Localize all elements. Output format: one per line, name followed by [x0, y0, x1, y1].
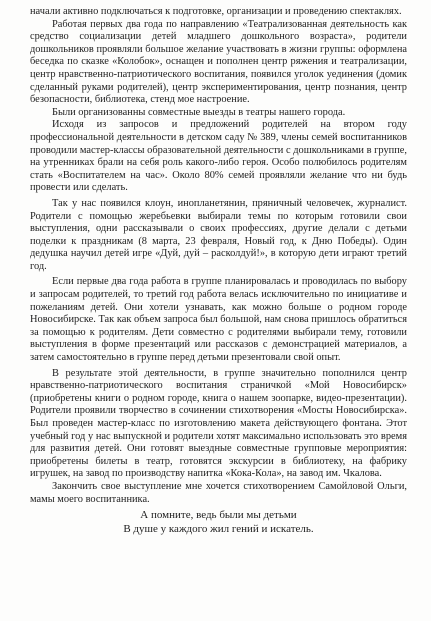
paragraph-1: начали активно подключаться к подготовке, организации и проведению спектаклях.	[30, 6, 402, 17]
paragraph-2: Работая первых два года по направлению «Театрализованная деятельность как средство социализации детей младшего дошкольного возраста», родители дошкольников проявляли большое желание участвовать в жизни группы: оформлена беседка по сказке «Колобок», оснащен и пополнен центр ряжения и театрализации, центр нравственно-патриотического воспитания, появился уголок уединения (домик сделанный руками родителей), центр экспериментирования, центр познания, центр безопасности, библиотека, стенд мое настроение.	[30, 18, 407, 106]
paragraph-5: Так у нас появился клоун, инопланетянин, пряничный человечек, журналист. Родители с помощью жеребьевки выбирали темы по которым готовили свои выступления, одни рассказывали о своих профессиях, другие делали с детьми поделки к праздникам (8 марта, 23 февраля, Новый год, к Дню Победы). Один дедушка научил детей игре «Дуй, дуй – расколдуй!», в которую дети играют третий год.	[30, 197, 407, 272]
paragraph-8: Закончить свое выступление мне хочется стихотворением Самойловой Ольги, мамы моего воспитанника.	[30, 480, 407, 505]
poem	[30, 509, 407, 536]
paragraph-3: Были организованны совместные выезды в театры нашего города.	[52, 106, 346, 118]
paragraph-4: Исходя из запросов и предложений родителей на втором году профессиональной деятельности в детском саду № 389, члены семей воспитанников проводили мастер-классы образовательной деятельности с дошкольниками в группе, на утренниках брали на себя роль какого-либо героя. Особо полюбилось родителям стать «Воспитателем на час». Около 80% семей проявляли желание что ни будь провести или сделать.	[30, 119, 407, 194]
poem-line-1: А помните, ведь были мы детьми	[140, 509, 297, 522]
poem-line-2: В душе у каждого жил гений и искатель.	[123, 522, 314, 535]
paragraph-7: В результате этой деятельности, в группе значительно пополнился центр нравственно-патриотического воспитания страничкой «Мой Новосибирск» (приобретены книги о родном городе, книга о нашем зоопарке, видео-презентации). Родители проявили творчество в сочинении стихотворения «Мосты Новосибирска». Был проведен мастер-класс по изготовлению макета действующего фонтана. Этот учебный год у нас выпускной и родители хотят максимально использовать это время для развития детей. Они готовят выездные совместные групповые мероприятия: приобретены билеты в театр, готовятся экскурсии в библиотеку, на фабрику игрушек, на завод по производству напитка «Кока-Кола», на завод им. Чкалова.	[30, 367, 407, 480]
paragraph-6: Если первые два года работа в группе планировалась и проводилась по выбору и запросам родителей, то третий год работа велась исключительно по инициативе и пожеланиям детей. Они хотели узнавать, как можно больше о родном городе Новосибирске. Так как объем запроса был большой, нам снова пришлось обратиться за помощью к родителям. Дети совместно с родителями выбирали тему, готовили выступления в форме презентаций или рассказов с демонстрацией материалов, а затем самостоятельно в группе перед детьми презентовали свой опыт.	[30, 276, 407, 364]
